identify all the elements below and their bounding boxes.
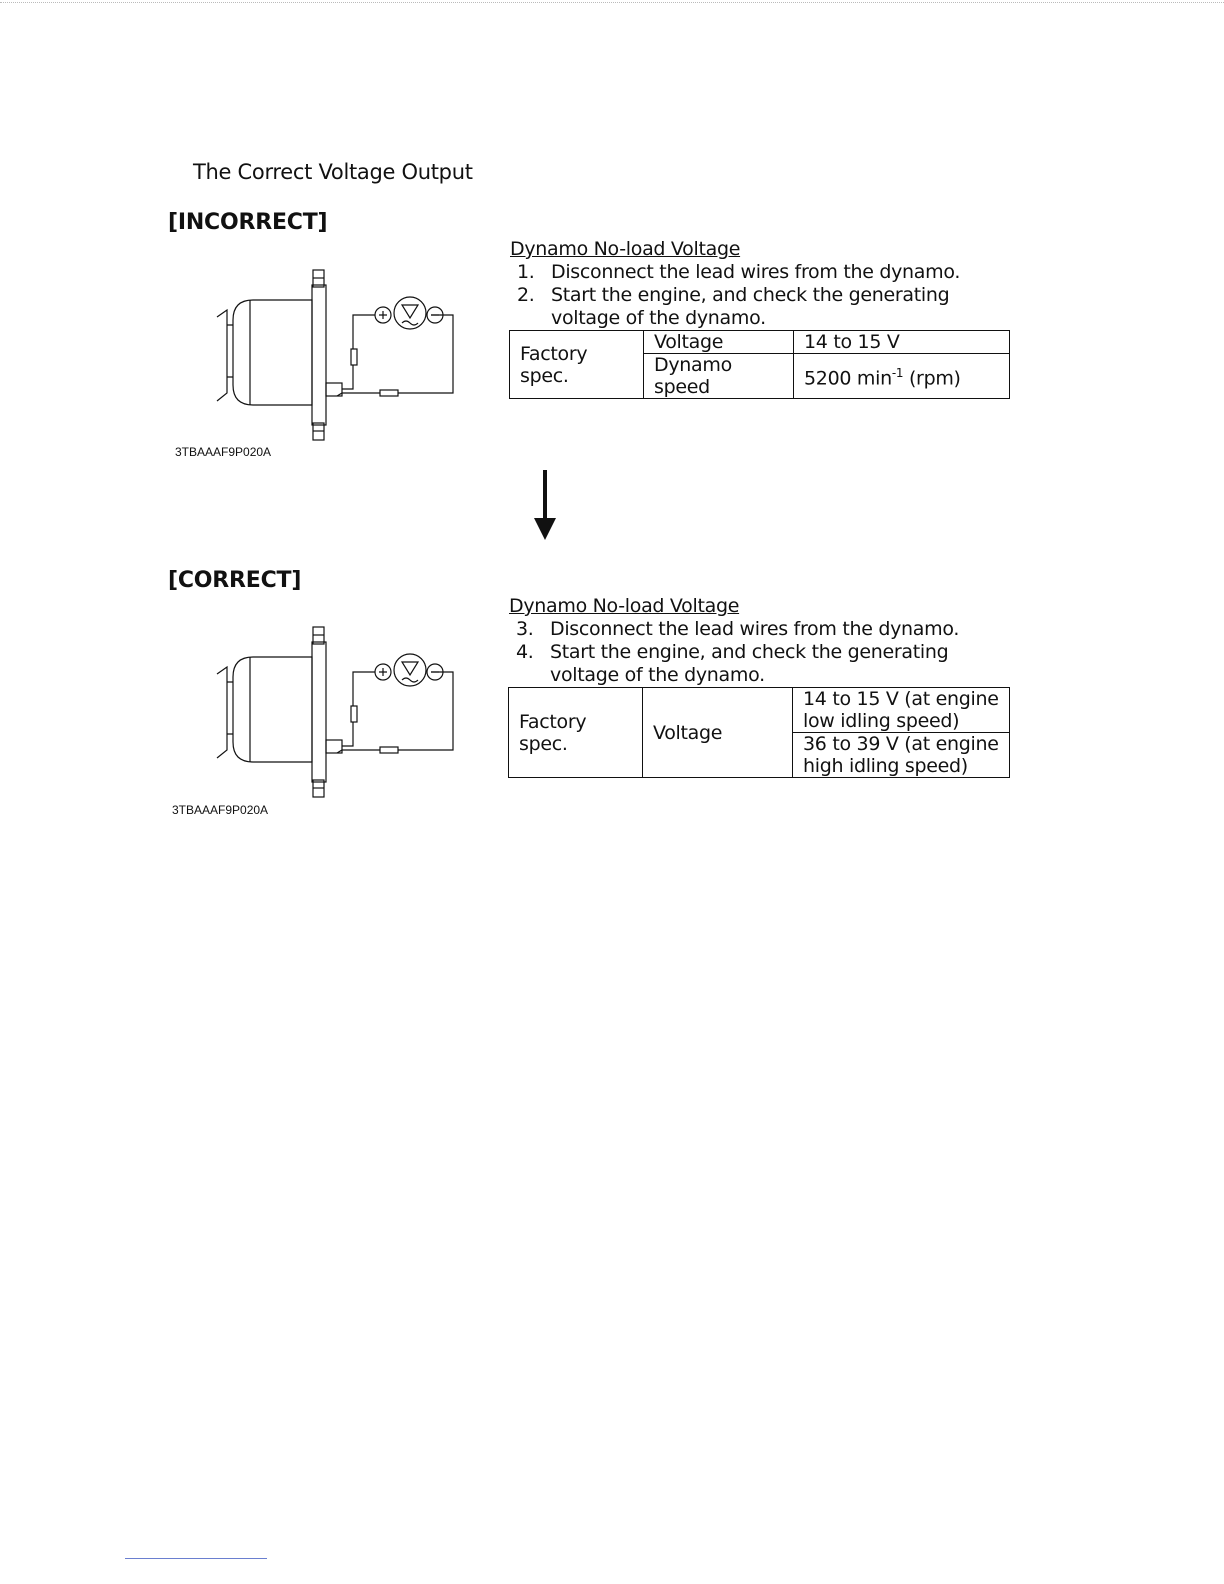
section-title-correct: Dynamo No-load Voltage — [509, 595, 740, 617]
correct-label: [CORRECT] — [168, 568, 302, 593]
step-number: 1. — [517, 261, 535, 283]
spec-label: Factory spec. — [509, 688, 643, 778]
speed-unit: (rpm) — [903, 367, 961, 390]
spec-row-name: Dynamo speed — [644, 354, 794, 399]
step-text: Disconnect the lead wires from the dynamo. — [551, 261, 961, 283]
page-top-rule — [0, 2, 1224, 3]
down-arrow-icon — [543, 470, 547, 520]
spec-row-value — [794, 354, 1010, 399]
step-number: 2. — [517, 284, 535, 306]
list-item — [510, 284, 1011, 330]
incorrect-label: [INCORRECT] — [168, 210, 328, 235]
down-arrow-head-icon — [534, 518, 556, 540]
step-number: 4. — [516, 641, 534, 663]
list-item — [509, 641, 1010, 687]
list-item — [510, 261, 1011, 284]
step-text: Start the engine, and check the generating voltage of the dynamo. — [551, 284, 950, 329]
step-text: Disconnect the lead wires from the dynamo. — [550, 618, 960, 640]
spec-row-value: 14 to 15 V — [794, 331, 1010, 354]
spec-row-name: Voltage — [643, 688, 793, 778]
page-heading: The Correct Voltage Output — [193, 160, 473, 184]
steps-list-incorrect — [510, 261, 1011, 330]
spec-table-incorrect — [509, 330, 1010, 399]
spec-row-name: Voltage — [644, 331, 794, 354]
steps-list-correct — [509, 618, 1010, 687]
list-item — [509, 618, 1010, 641]
dynamo-circuit-diagram-correct — [205, 622, 465, 807]
spec-row-value: 36 to 39 V (at engine high idling speed) — [793, 733, 1010, 778]
speed-value: 5200 min — [804, 367, 892, 390]
page-bottom-rule — [125, 1558, 267, 1559]
spec-row-value: 14 to 15 V (at engine low idling speed) — [793, 688, 1010, 733]
figure-code-correct: 3TBAAAF9P020A — [172, 803, 269, 817]
step-number: 3. — [516, 618, 534, 640]
dynamo-circuit-diagram-incorrect — [205, 265, 465, 450]
speed-exponent: -1 — [891, 366, 904, 381]
spec-table-correct — [508, 687, 1010, 778]
figure-code-incorrect: 3TBAAAF9P020A — [175, 445, 272, 459]
step-text: Start the engine, and check the generating voltage of the dynamo. — [550, 641, 949, 686]
section-title-incorrect: Dynamo No-load Voltage — [510, 238, 741, 260]
spec-label: Factory spec. — [510, 331, 644, 399]
